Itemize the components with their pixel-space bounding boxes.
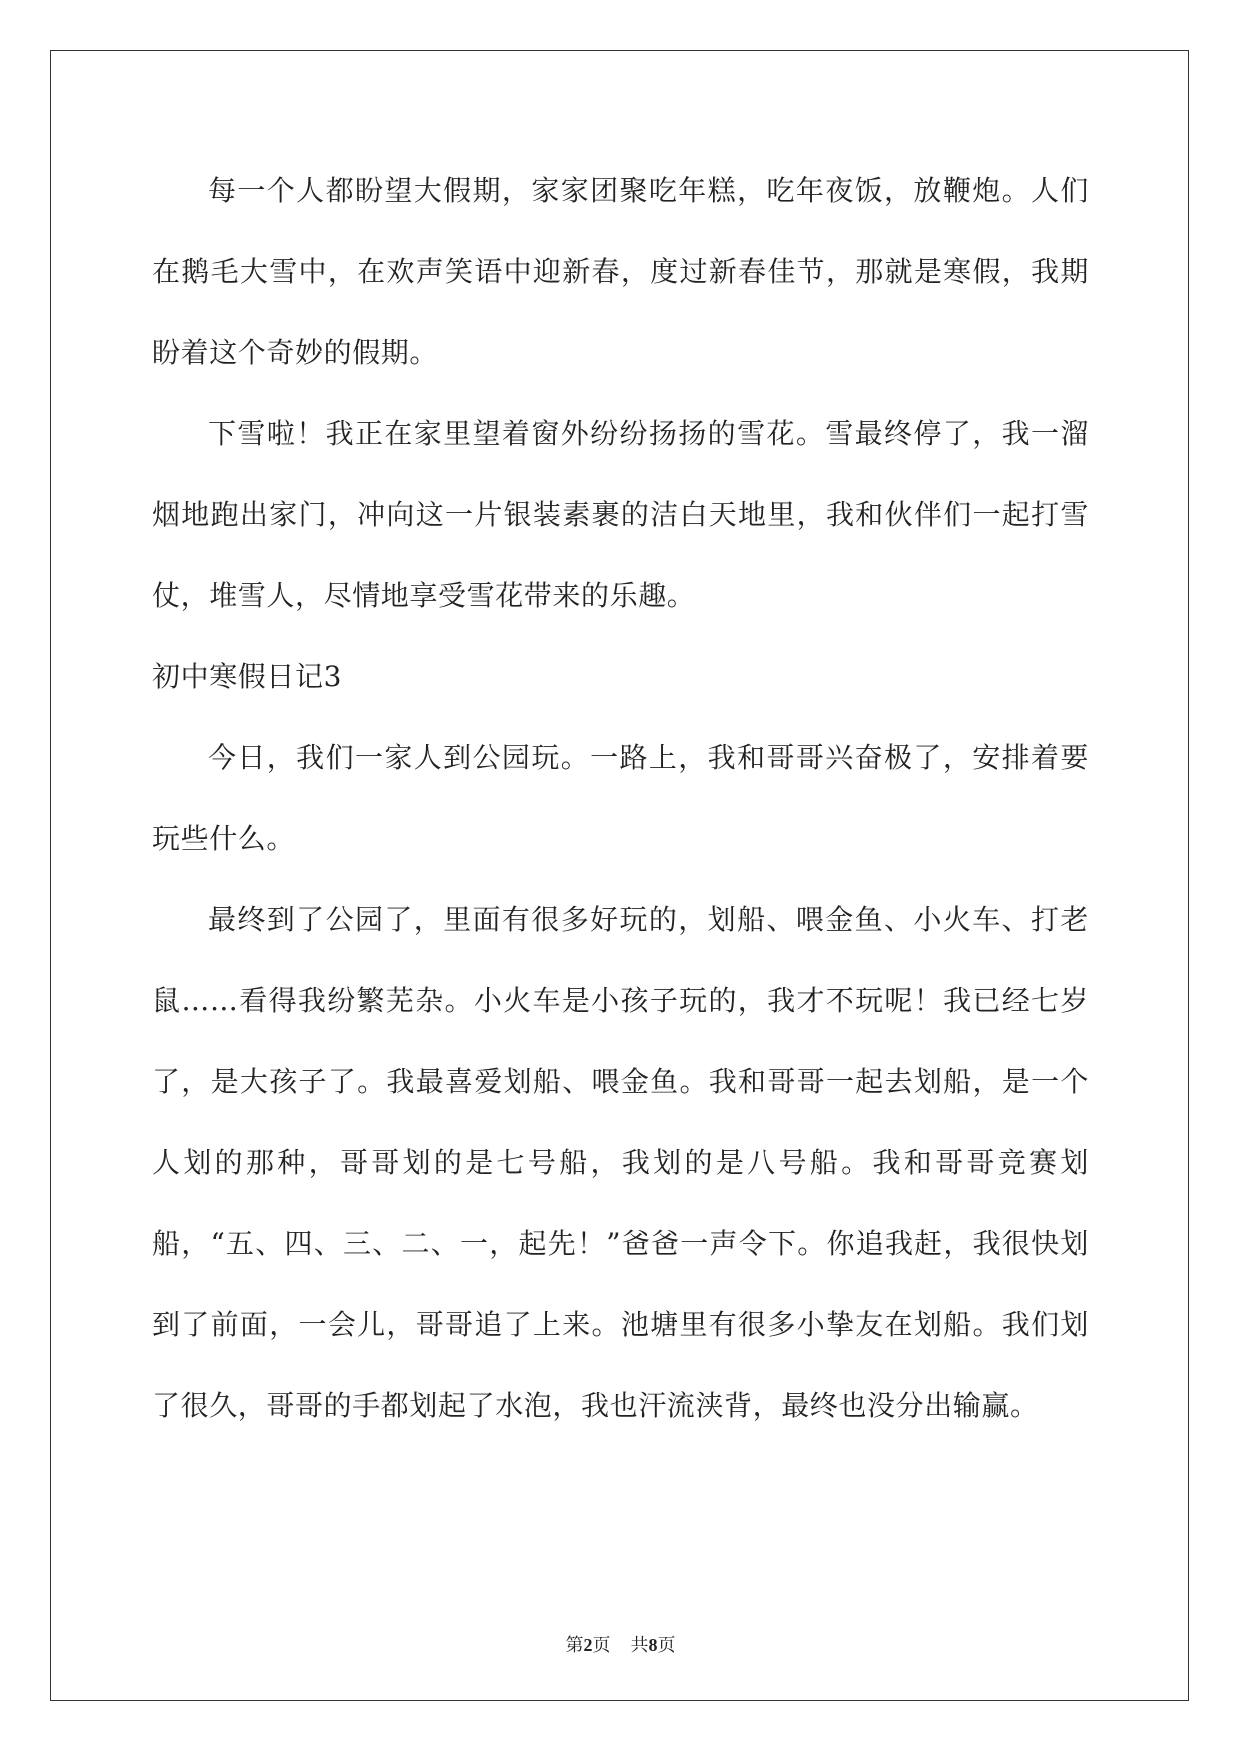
page-prefix: 第 (565, 1635, 584, 1656)
page-footer (0, 1631, 1241, 1657)
paragraph-snow: 下雪啦！我正在家里望着窗外纷纷扬扬的雪花。雪最终停了，我一溜烟地跑出家门，冲向这一片银装素裹的洁白天地里，我和伙伴们一起打雪仗，堆雪人，尽情地享受雪花带来的乐趣。 (152, 417, 1089, 612)
document-body (152, 150, 1089, 1446)
total-page-number: 8 (648, 1635, 658, 1655)
total-prefix: 共 (630, 1635, 649, 1656)
current-page-number: 2 (583, 1635, 593, 1655)
paragraph-new-year: 每一个人都盼望大假期，家家团聚吃年糕，吃年夜饭，放鞭炮。人们在鹅毛大雪中，在欢声笑语中迎新春，度过新春佳节，那就是寒假，我期盼着这个奇妙的假期。 (152, 174, 1089, 369)
page-suffix: 页 (592, 1635, 611, 1656)
total-suffix: 页 (657, 1635, 676, 1656)
paragraph-park-trip: 今日，我们一家人到公园玩。一路上，我和哥哥兴奋极了，安排着要玩些什么。 (152, 741, 1089, 855)
paragraph-boating: 最终到了公园了，里面有很多好玩的，划船、喂金鱼、小火车、打老鼠……看得我纷繁芜杂。小火车是小孩子玩的，我才不玩呢！我已经七岁了，是大孩子了。我最喜爱划船、喂金鱼。我和哥哥一起去划船，是一个人划的那种，哥哥划的是七号船，我划的是八号船。我和哥哥竞赛划船，“五、四、三、二、一，起先！”爸爸一声令下。你追我赶，我很快划到了前面，一会儿，哥哥追了上来。池塘里有很多小挚友在划船。我们划了很久，哥哥的手都划起了水泡，我也汗流浃背，最终也没分出输赢。 (152, 903, 1089, 1422)
section-heading: 初中寒假日记3 (152, 660, 343, 693)
